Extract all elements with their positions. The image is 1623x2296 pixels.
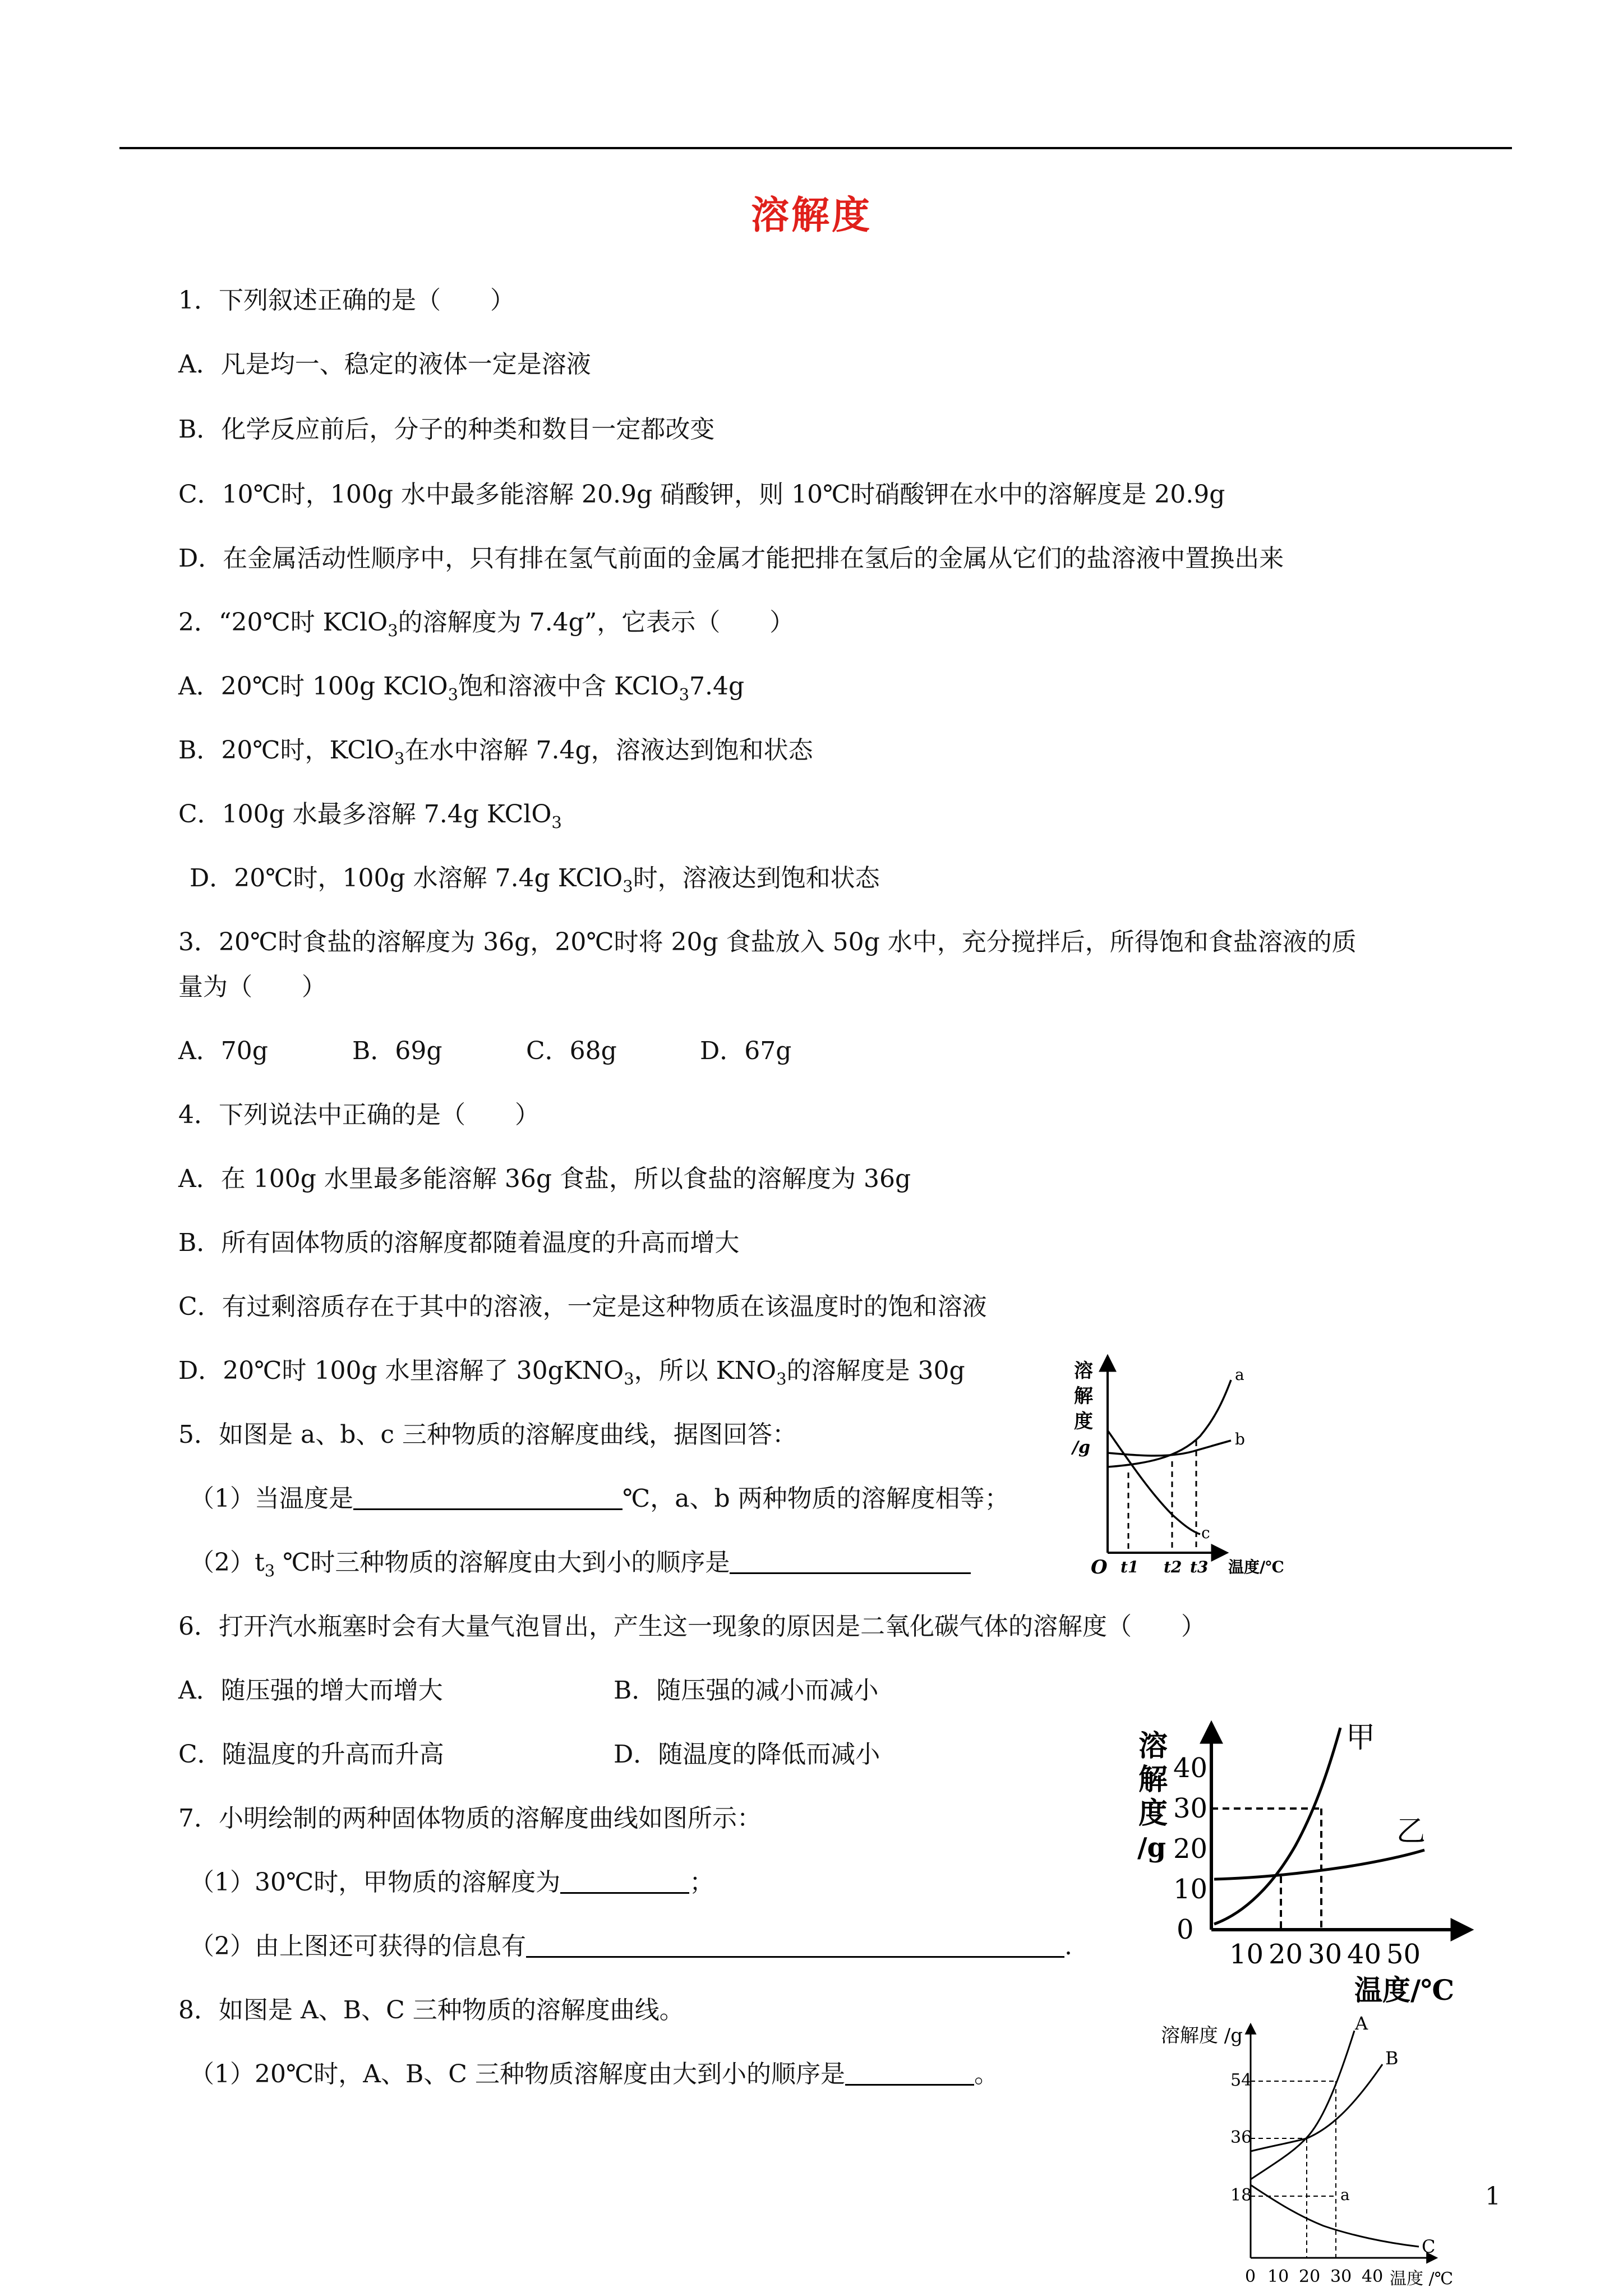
q4-option-a: A．在 100g 水里最多能溶解 36g 食盐，所以食盐的溶解度为 36g <box>178 1165 911 1193</box>
q7-answer-blank-1[interactable] <box>560 1867 689 1894</box>
q1-option-a: A．凡是均一、稳定的液体一定是溶液 <box>178 350 591 379</box>
q6-options-cd <box>178 1739 880 1770</box>
page-title: 溶解度 <box>750 194 872 238</box>
q2-option-a: A．20℃时 100g KClO$_3$饱和溶液中含 KClO$_3$7.4g <box>178 672 745 704</box>
q2-option-d: D．20℃时，100g 水溶解 7.4g KClO$_3$时，溶液达到饱和状态 <box>190 864 880 896</box>
q6-options-ab <box>178 1675 878 1706</box>
ylabel-2: 解 <box>1074 1385 1093 1407</box>
curve-A <box>1251 2031 1354 2179</box>
xtick-0: 0 <box>1245 2267 1256 2286</box>
origin-label: O <box>1091 1556 1108 1576</box>
ytick-18: 18 <box>1230 2185 1252 2205</box>
xtick-20: 20 <box>1269 1939 1303 1970</box>
q2-option-b: B．20℃时，KClO$_3$在水中溶解 7.4g，溶液达到饱和状态 <box>178 736 813 768</box>
curve-b <box>1108 1441 1231 1456</box>
q3-option-d: D．67g <box>700 1037 792 1065</box>
xtick-10: 10 <box>1229 1939 1264 1970</box>
ylabel-2: 解 <box>1138 1763 1168 1797</box>
ytick-40: 40 <box>1173 1752 1208 1784</box>
xtick-10: 10 <box>1267 2267 1289 2286</box>
q2-option-c: C．100g 水最多溶解 7.4g KClO$_3$ <box>178 800 562 832</box>
label-b: b <box>1235 1430 1245 1448</box>
q5-stem: 5．如图是 a、b、c 三种物质的溶解度曲线，据图回答： <box>178 1420 797 1449</box>
label-a: a <box>1235 1365 1244 1384</box>
xlabel: 温度/℃ <box>1354 1973 1455 2007</box>
q3-option-a: A．70g <box>178 1037 268 1065</box>
ylabel-3: 度 <box>1074 1410 1093 1433</box>
q7-stem: 7．小明绘制的两种固体物质的溶解度曲线如图所示： <box>178 1804 762 1833</box>
q1-option-d: D．在金属活动性顺序中，只有排在氢气前面的金属才能把排在氢后的金属从它们的盐溶液中置换出来 <box>178 544 1284 573</box>
xtick-30: 30 <box>1308 1939 1343 1970</box>
q3-option-b: B．69g <box>352 1037 442 1065</box>
q4-stem: 4．下列说法中正确的是（ ） <box>178 1101 540 1129</box>
xtick-50: 50 <box>1386 1939 1421 1970</box>
q3-stem-line2: 量为（ ） <box>178 973 326 1001</box>
q6-option-a: A．随压强的增大而增大 <box>178 1676 443 1705</box>
q5-solubility-chart <box>1066 1346 1324 1576</box>
q5-answer-blank-1[interactable] <box>353 1484 623 1510</box>
q1-option-b: B．化学反应前后，分子的种类和数目一定都改变 <box>178 415 715 444</box>
xlabel: 温度/℃ <box>1228 1558 1284 1576</box>
q6-option-b: B．随压强的减小而减小 <box>614 1676 879 1705</box>
ylabel-4: /g <box>1137 1832 1166 1864</box>
q3-options <box>178 1036 791 1067</box>
tick-t1: t1 <box>1121 1558 1139 1576</box>
q4-option-b: B．所有固体物质的溶解度都随着温度的升高而增大 <box>178 1228 740 1257</box>
q7-part2: （2）由上图还可获得的信息有 . <box>190 1932 1072 1961</box>
ytick-0: 0 <box>1177 1914 1194 1945</box>
label-B: B <box>1385 2047 1399 2069</box>
curve-C <box>1251 2185 1419 2247</box>
label-C: C <box>1422 2236 1436 2257</box>
ytick-30: 30 <box>1173 1793 1208 1824</box>
xtick-20: 20 <box>1299 2267 1321 2286</box>
q5-part2: $(2)t_3$ ℃时三种物质的溶解度由大到小的顺序是 <box>190 1547 971 1586</box>
curve-yi <box>1214 1850 1424 1879</box>
q6-stem: 6．打开汽水瓶塞时会有大量气泡冒出，产生这一现象的原因是二氧化碳气体的溶解度（ ） <box>178 1612 1206 1641</box>
ytick-20: 20 <box>1173 1833 1208 1865</box>
xlabel: 温度 /℃ <box>1390 2269 1454 2289</box>
q4-option-d: D．20℃时 100g 水里溶解了 30gKNO$_3$，所以 $KNO_3$的溶解度是 30g <box>178 1356 965 1388</box>
q1-option-c: C．10℃时，100g 水中最多能溶解 20.9g 硝酸钾，则 10℃时硝酸钾在水中的溶解度是 20.9g <box>178 480 1225 509</box>
q6-option-d: D．随温度的降低而减小 <box>614 1740 880 1769</box>
q5-part1: （1）当温度是 ℃，a、b 两种物质的溶解度相等； <box>190 1484 1009 1513</box>
page-number: 1 <box>1485 2182 1501 2211</box>
tick-t3: t3 <box>1190 1558 1209 1576</box>
xtick-30: 30 <box>1330 2267 1352 2286</box>
q8-answer-blank-1[interactable] <box>845 2059 974 2086</box>
q7-part1: （1）30℃时，甲物质的溶解度为 ； <box>190 1868 714 1897</box>
tick-t2: t2 <box>1164 1558 1182 1576</box>
q7-solubility-chart <box>1133 1717 1475 2014</box>
label-A: A <box>1355 2013 1368 2034</box>
q7-answer-blank-2[interactable] <box>526 1931 1064 1958</box>
q6-option-c: C．随温度的升高而升高 <box>178 1740 444 1769</box>
ylabel-1: 溶 <box>1074 1360 1093 1382</box>
q3-option-c: C．68g <box>526 1037 617 1065</box>
ytick-36: 36 <box>1230 2128 1252 2147</box>
xtick-40: 40 <box>1347 1939 1382 1970</box>
ylabel: 溶解度 /g <box>1161 2024 1243 2047</box>
xtick-40: 40 <box>1362 2267 1384 2286</box>
label-jia: 甲 <box>1346 1721 1376 1755</box>
q4-option-c: C．有过剩溶质存在于其中的溶液，一定是这种物质在该温度时的饱和溶液 <box>178 1292 987 1321</box>
ytick-54: 54 <box>1230 2070 1252 2090</box>
q8-solubility-chart <box>1155 2008 1475 2289</box>
q1-stem: 1．下列叙述正确的是（ ） <box>178 286 515 315</box>
q3-stem-line1: 3．20℃时食盐的溶解度为 36g，20℃时将 20g 食盐放入 50g 水中，充分搅拌后，所得饱和食盐溶液的质 <box>178 928 1357 956</box>
label-yi: 乙 <box>1396 1815 1426 1848</box>
q8-part1: （1）20℃时，A、B、C 三种物质溶解度由大到小的顺序是 。 <box>190 2060 999 2088</box>
q5-answer-blank-2[interactable] <box>730 1548 971 1574</box>
q2-stem: 2．“20℃时 KClO$_3$的溶解度为 7.4g”，它表示（ ） <box>178 608 795 640</box>
header-rule <box>119 147 1512 149</box>
point-a-label: a <box>1340 2185 1350 2204</box>
ytick-10: 10 <box>1173 1874 1208 1905</box>
ylabel-4: /g <box>1072 1438 1090 1457</box>
label-c: c <box>1201 1524 1210 1542</box>
ylabel-1: 溶 <box>1138 1729 1168 1763</box>
ylabel-3: 度 <box>1138 1796 1168 1830</box>
q8-stem: 8．如图是 A、B、C 三种物质的溶解度曲线。 <box>178 1996 684 2024</box>
